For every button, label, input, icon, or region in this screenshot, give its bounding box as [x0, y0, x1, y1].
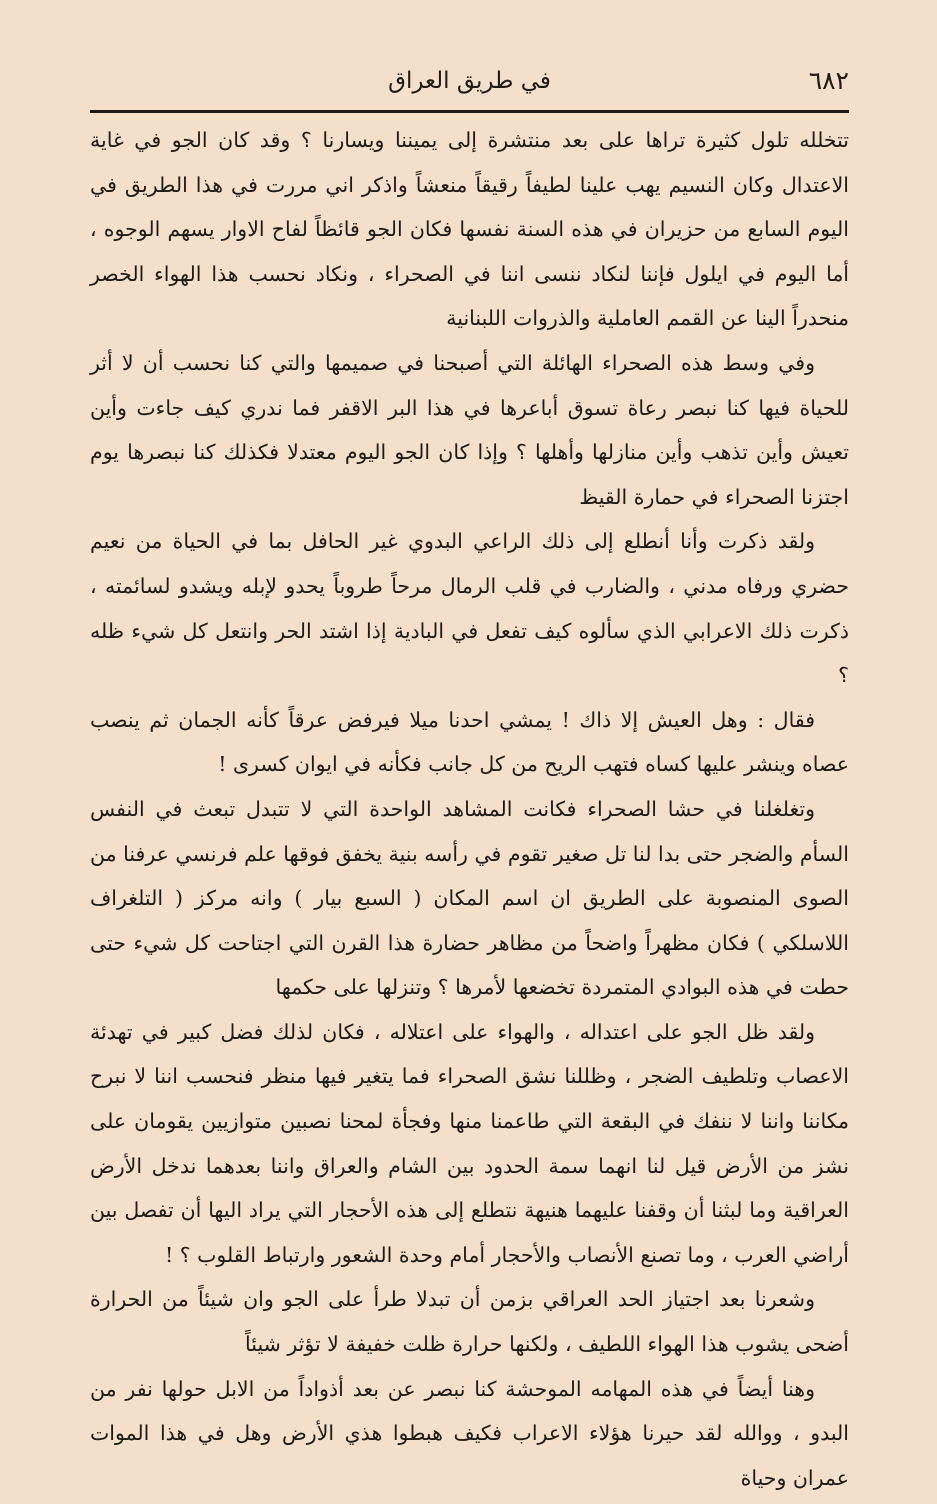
paragraph: ولقد ظل الجو على اعتداله ، والهواء على اعتلاله ، فكان لذلك فضل كبير في تهدئة الاعصاب وتلطيف الضجر ، وظللنا نشق الصحراء فما يتغير فيها منظر فنحسب اننا لا نبرح مكاننا واننا لا ننفك في البقعة التي طاعمنا منها وفجأة لمحنا نصبين متوازيين يقومان على نشز من الأرض قيل لنا انهما سمة الحدود بين الشام والعراق واننا بعدهما ندخل الأرض العراقية وما لبثنا أن وقفنا عليهما هنيهة نتطلع إلى هذه الأحجار التي يراد اليها أن تفصل بين أراضي العرب ، وما تصنع الأنصاب والأحجار أمام وحدة الشعور وارتباط القلوب ؟ !	[90, 1019, 849, 1267]
running-head	[90, 0, 849, 112]
paragraph: وفي وسط هذه الصحراء الهائلة التي أصبحنا في صميمها والتي كنا نحسب أن لا أثر للحياة فيها كنا نبصر رعاة تسوق أباعرها في هذا البر الاقفر فما ندري كيف جاءت وأين تعيش وأين تذهب وأين منازلها وأهلها ؟ وإذا كان الجو اليوم معتدلا فكذلك كنا نبصرها يوم اجتزنا الصحراء في حمارة القيظ	[90, 350, 849, 509]
page-number: ٦٨٢	[808, 66, 849, 95]
paragraph: وشعرنا بعد اجتياز الحد العراقي بزمن أن تبدلا طرأ على الجو وان شيئاً من الحرارة أضحى يشوب هذا الهواء اللطيف ، ولكنها حرارة ظلت خفيفة لا تؤثر شيئاً	[90, 1287, 849, 1357]
header-rule	[90, 110, 849, 113]
paragraph: وهنا أيضاً في هذه المهامه الموحشة كنا نبصر عن بعد أذواداً من الابل حولها نفر من البدو ، ووالله لقد حيرنا هؤلاء الاعراب فكيف هبطوا هذي الأرض وهل في هذا الموات عمران وحياة	[90, 1376, 849, 1490]
body-text	[90, 118, 849, 1500]
paragraph: وتغلغلنا في حشا الصحراء فكانت المشاهد الواحدة التي لا تتبدل تبعث في النفس السأم والضجر حتى بدا لنا تل صغير تقوم في رأسه بنية يخفق فوقها علم فرنسي عرفنا من الصوى المنصوبة على الطريق ان اسم المكان ( السبع بيار ) وانه مركز ( التلغراف اللاسلكي ) فكان مظهراً واضحاً من مظاهر حضارة هذا القرن التي اجتاحت كل شيء حتى حطت في هذه البوادي المتمردة تخضعها لأمرها ؟ وتنزلها على حكمها	[90, 796, 849, 1000]
paragraph: فقال : وهل العيش إلا ذاك ! يمشي احدنا ميلا فيرفض عرقاً كأنه الجمان ثم ينصب عصاه وينشر عليها كساه فتهب الريح من كل جانب فكأنه في ايوان كسرى !	[90, 707, 849, 777]
running-title: في طريق العراق	[388, 68, 551, 94]
paragraph: تتخلله تلول كثيرة تراها على بعد منتشرة إلى يميننا ويسارنا ؟ وقد كان الجو في غاية الاعتدال وكان النسيم يهب علينا لطيفاً رقيقاً منعشاً واذكر اني مررت في هذا الطريق في اليوم السابع من حزيران في هذه السنة نفسها فكان الجو قائظاً لفاح الاوار يسهم الوجوه ، أما اليوم في ايلول فإننا لنكاد ننسى اننا في الصحراء ، ونكاد نحسب هذا الهواء الخصر منحدراً الينا عن القمم العاملية والذروات اللبنانية	[90, 128, 849, 331]
paragraph: ولقد ذكرت وأنا أنطلع إلى ذلك الراعي البدوي غير الحافل بما في الحياة من نعيم حضري ورفاه مدني ، والضارب في قلب الرمال مرحاً طروباً يحدو لإبله ويشدو لسائمته ، ذكرت ذلك الاعرابي الذي سألوه كيف تفعل في البادية إذا اشتد الحر وانتعل كل شيء ظله ؟	[90, 529, 849, 688]
